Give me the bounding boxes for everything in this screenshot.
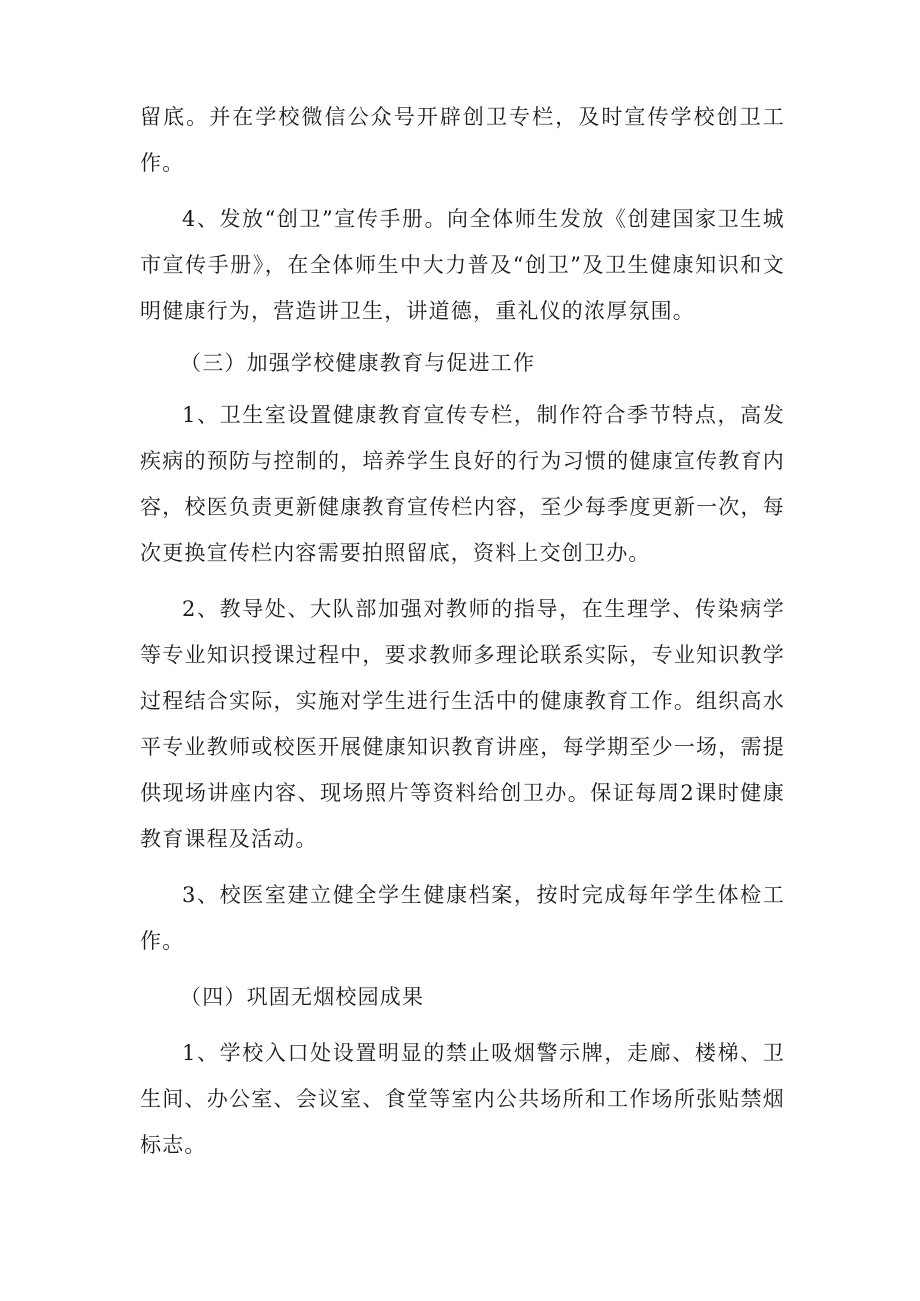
paragraph-health-records: 3、校医室建立健全学生健康档案，按时完成每年学生体检工作。 — [140, 883, 785, 953]
paragraph-distribute-handbook: 4、发放“创卫”宣传手册。向全体师生发放《创建国家卫生城市宣传手册》，在全体师生中大力普及“创卫”及卫生健康知识和文明健康行为，营造讲卫生，讲道德，重礼仪的浓厚氛围。 — [140, 207, 785, 323]
section-heading-smoke-free: （四）巩固无烟校园成果 — [180, 985, 425, 1009]
paragraph-no-smoking-signs: 1、学校入口处设置明显的禁止吸烟警示牌，走廊、楼梯、卫生间、办公室、会议室、食堂等室内公共场所和工作场所张贴禁烟标志。 — [140, 1041, 785, 1157]
paragraph-health-column: 1、卫生室设置健康教育宣传专栏，制作符合季节特点，高发疾病的预防与控制的，培养学生良好的行为习惯的健康宣传教育内容，校医负责更新健康教育宣传栏内容，至少每季度更新一次，每次更换宣传栏内容需要拍照留底，资料上交创卫办。 — [140, 403, 785, 565]
document-body — [140, 94, 785, 1168]
paragraph-teacher-guidance: 2、教导处、大队部加强对教师的指导，在生理学、传染病学等专业知识授课过程中，要求教师多理论联系实际，专业知识教学过程结合实际，实施对学生进行生活中的健康教育工作。组织高水平专业教师或校医开展健康知识教育讲座，每学期至少一场，需提供现场讲座内容、现场照片等资料给创卫办。保证每周2课时健康教育课程及活动。 — [140, 597, 785, 851]
continuation-paragraph: 留底。并在学校微信公众号开辟创卫专栏，及时宣传学校创卫工作。 — [140, 105, 785, 175]
section-heading-health-education: （三）加强学校健康教育与促进工作 — [180, 351, 536, 375]
